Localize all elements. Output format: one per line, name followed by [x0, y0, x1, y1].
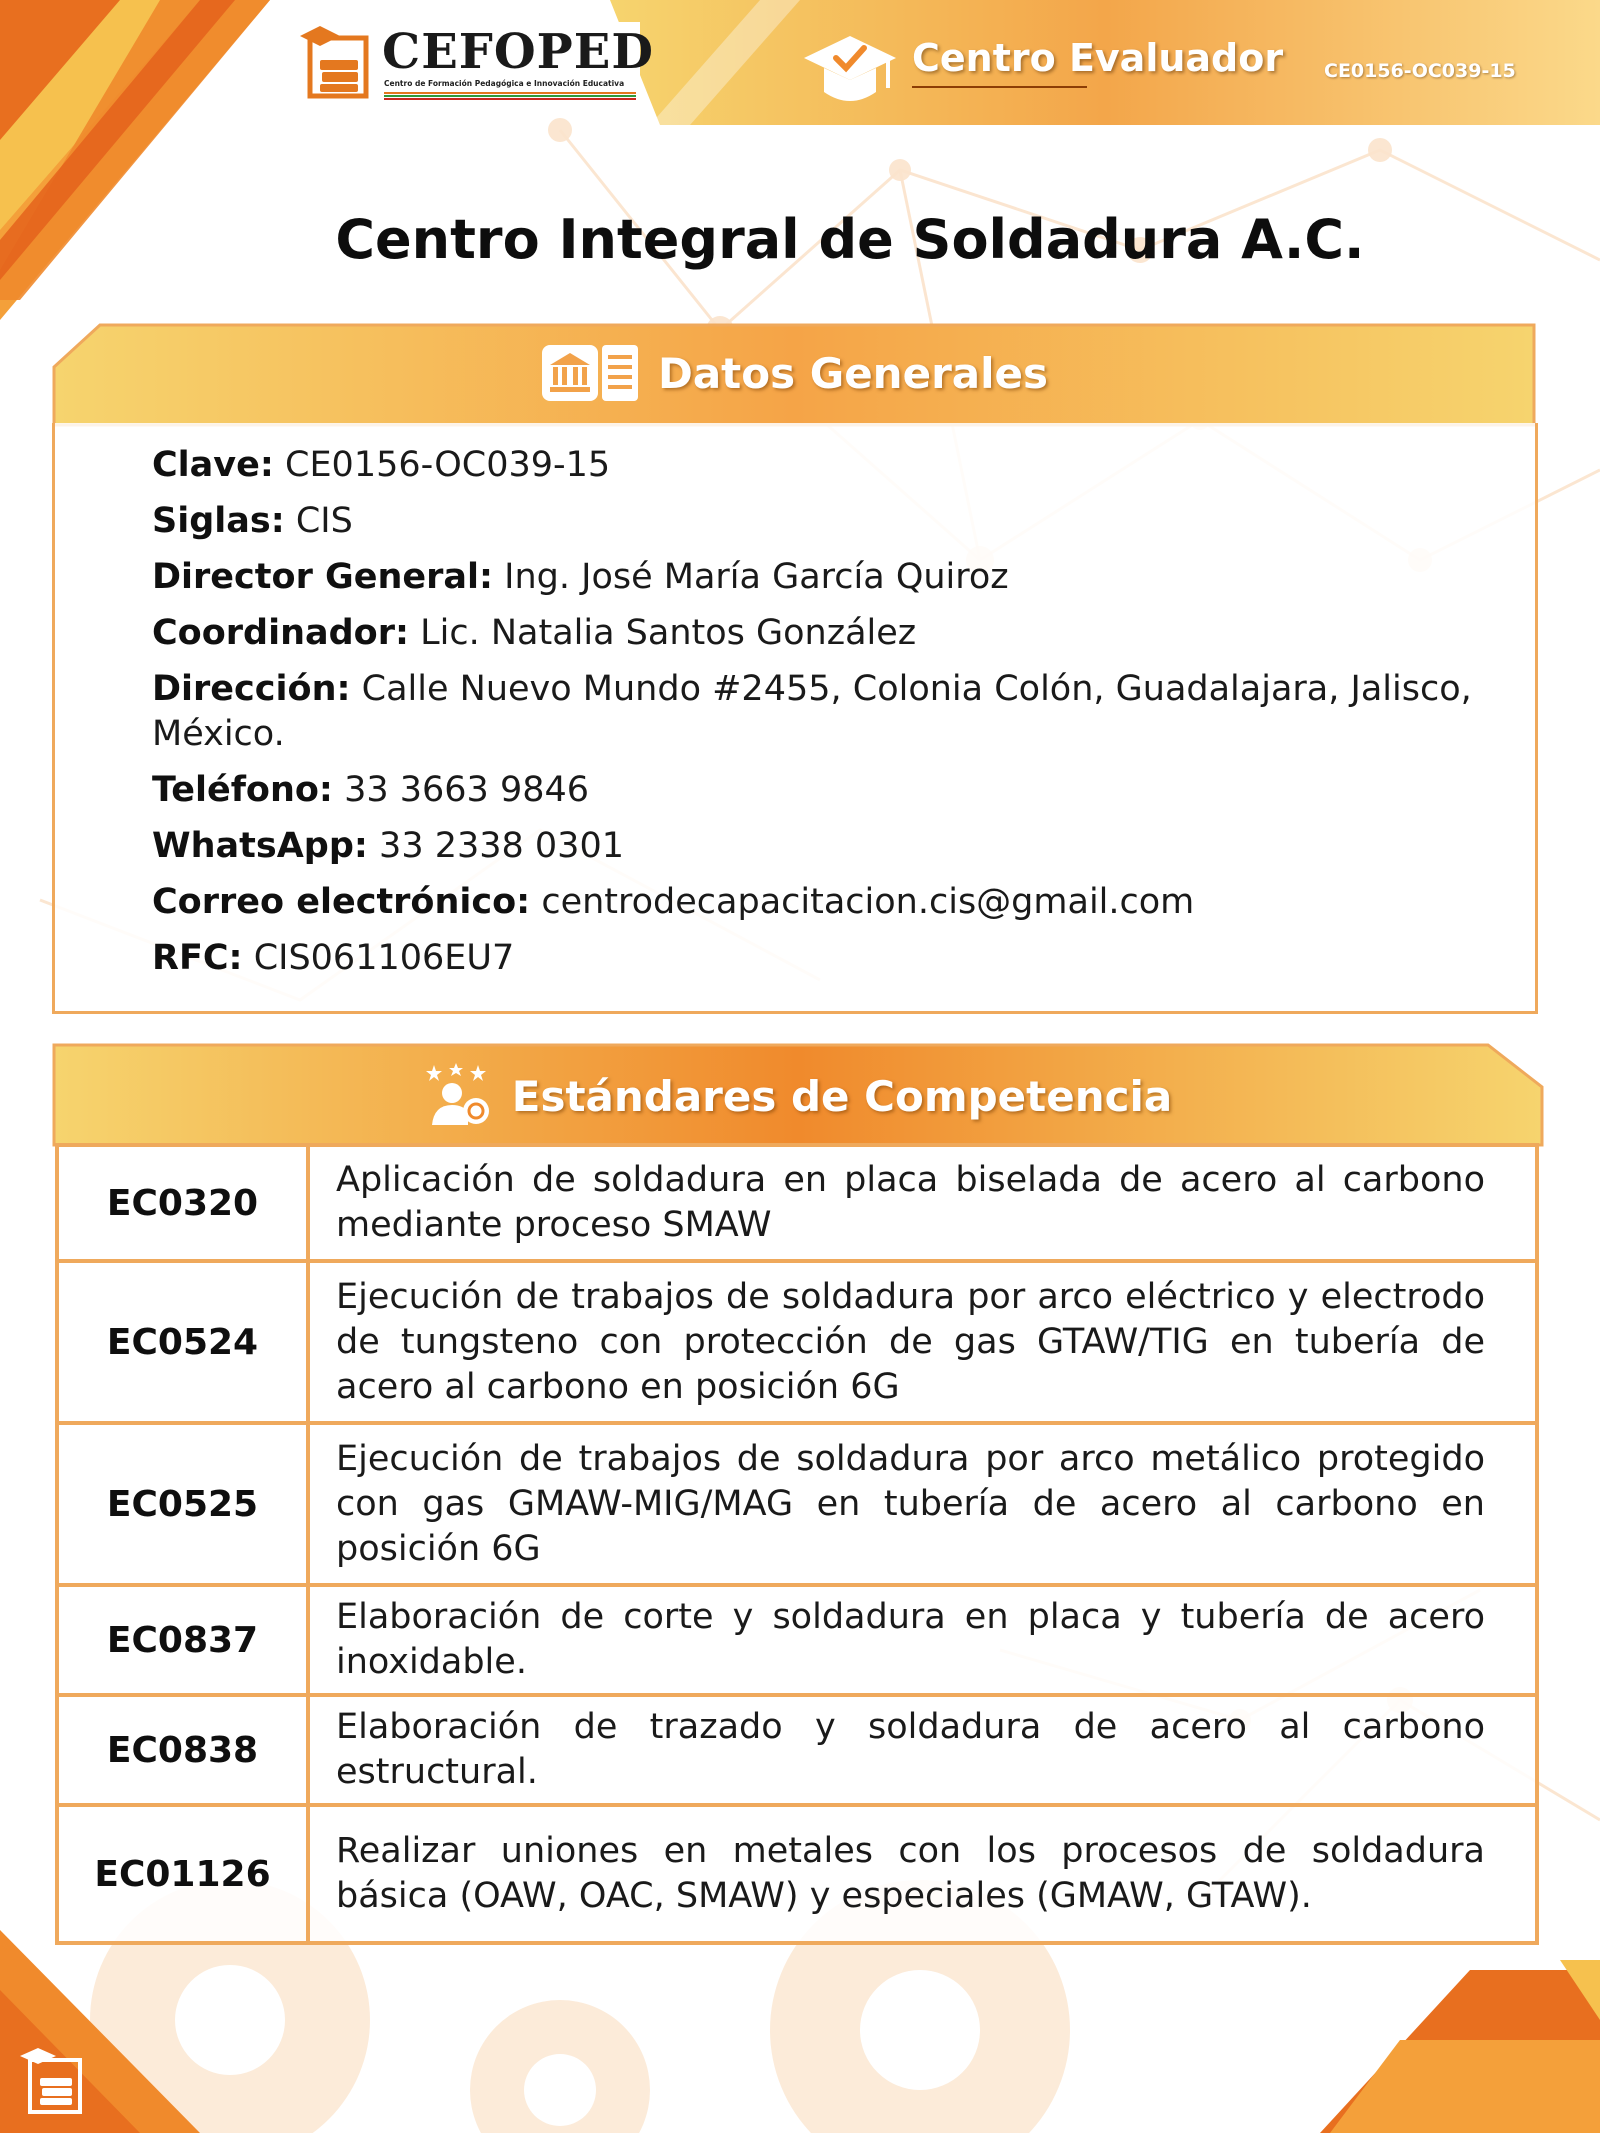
field-telefono	[152, 768, 1512, 813]
standard-description: Elaboración de corte y soldadura en placa y tubería de acero inoxidable.	[308, 1585, 1537, 1695]
books-graduation-cap-icon	[298, 22, 378, 102]
standard-description: Aplicación de soldadura en placa biselada de acero al carbono mediante proceso SMAW	[308, 1145, 1537, 1261]
estandares-title: Estándares de Competencia	[511, 1071, 1173, 1121]
logo-name: CEFOPED	[382, 24, 654, 80]
field-coordinador	[152, 611, 1512, 656]
datos-generales-panel	[52, 323, 1536, 1013]
logo-tagline: Centro de Formación Pedagógica e Innovación Educativa	[384, 79, 625, 88]
header-code: CE0156-OC039-15	[1324, 60, 1516, 82]
standard-description: Realizar uniones en metales con los procesos de soldadura básica (OAW, OAC, SMAW) y especiales (GMAW, GTAW).	[308, 1805, 1537, 1943]
page-title: Centro Integral de Soldadura A.C.	[335, 208, 1365, 271]
estandares-heading	[52, 1063, 1544, 1129]
field-value: centrodecapacitacion.cis@gmail.com	[541, 882, 1195, 922]
field-siglas	[152, 499, 1512, 544]
field-label: WhatsApp:	[152, 826, 368, 866]
standard-code: EC0524	[57, 1261, 308, 1423]
field-value: Calle Nuevo Mundo #2455, Colonia Colón, Guadalajara, Jalisco, México.	[152, 669, 1472, 754]
field-label: Teléfono:	[152, 770, 333, 810]
field-value: Lic. Natalia Santos González	[420, 613, 917, 653]
field-value: 33 2338 0301	[379, 826, 624, 866]
standard-code: EC0838	[57, 1695, 308, 1805]
graduation-cap-check-icon	[800, 18, 900, 118]
standard-code: EC01126	[57, 1805, 308, 1943]
standard-code: EC0320	[57, 1145, 308, 1261]
building-document-icon	[540, 343, 640, 403]
datos-generales-title: Datos Generales	[657, 348, 1049, 398]
field-label: Correo electrónico:	[152, 882, 531, 922]
field-rfc	[152, 936, 1512, 981]
estandares-table	[55, 1143, 1539, 1945]
field-label: Director General:	[152, 557, 494, 597]
field-direccion	[152, 667, 1512, 757]
field-value: Ing. José María García Quiroz	[504, 557, 1009, 597]
logo-stripes	[384, 92, 636, 100]
field-label: Siglas:	[152, 501, 285, 541]
standard-description: Elaboración de trazado y soldadura de acero al carbono estructural.	[308, 1695, 1537, 1805]
standard-code: EC0837	[57, 1585, 308, 1695]
field-label: Coordinador:	[152, 613, 409, 653]
centro-evaluador-label: Centro Evaluador	[912, 36, 1284, 80]
field-correo	[152, 880, 1512, 925]
standard-description: Ejecución de trabajos de soldadura por arco eléctrico y electrodo de tungsteno con protección de gas GTAW/TIG en tubería de acero al carbono en posición 6G	[308, 1261, 1537, 1423]
centro-evaluador-underline	[912, 86, 1087, 88]
datos-generales-heading	[52, 343, 1536, 403]
table-row	[57, 1145, 1537, 1261]
table-row	[57, 1423, 1537, 1585]
field-value: CIS	[295, 501, 353, 541]
field-label: Clave:	[152, 445, 274, 485]
centro-evaluador-header	[800, 18, 1520, 118]
field-clave	[152, 443, 1512, 488]
books-graduation-cap-icon	[14, 2040, 94, 2120]
datos-generales-fields	[152, 443, 1512, 992]
table-row	[57, 1695, 1537, 1805]
field-label: Dirección:	[152, 669, 351, 709]
field-value: 33 3663 9846	[344, 770, 590, 810]
table-row	[57, 1805, 1537, 1943]
field-label: RFC:	[152, 938, 243, 978]
table-row	[57, 1585, 1537, 1695]
estandares-panel	[52, 1043, 1544, 1945]
cefoped-logo	[298, 22, 654, 104]
field-director	[152, 555, 1512, 600]
standard-code: EC0525	[57, 1423, 308, 1585]
standard-description: Ejecución de trabajos de soldadura por arco metálico protegido con gas GMAW-MIG/MAG en tubería de acero al carbono en posición 6G	[308, 1423, 1537, 1585]
field-value: CE0156-OC039-15	[285, 445, 611, 485]
field-whatsapp	[152, 824, 1512, 869]
team-award-icon	[424, 1063, 494, 1129]
table-row	[57, 1261, 1537, 1423]
field-value: CIS061106EU7	[253, 938, 515, 978]
